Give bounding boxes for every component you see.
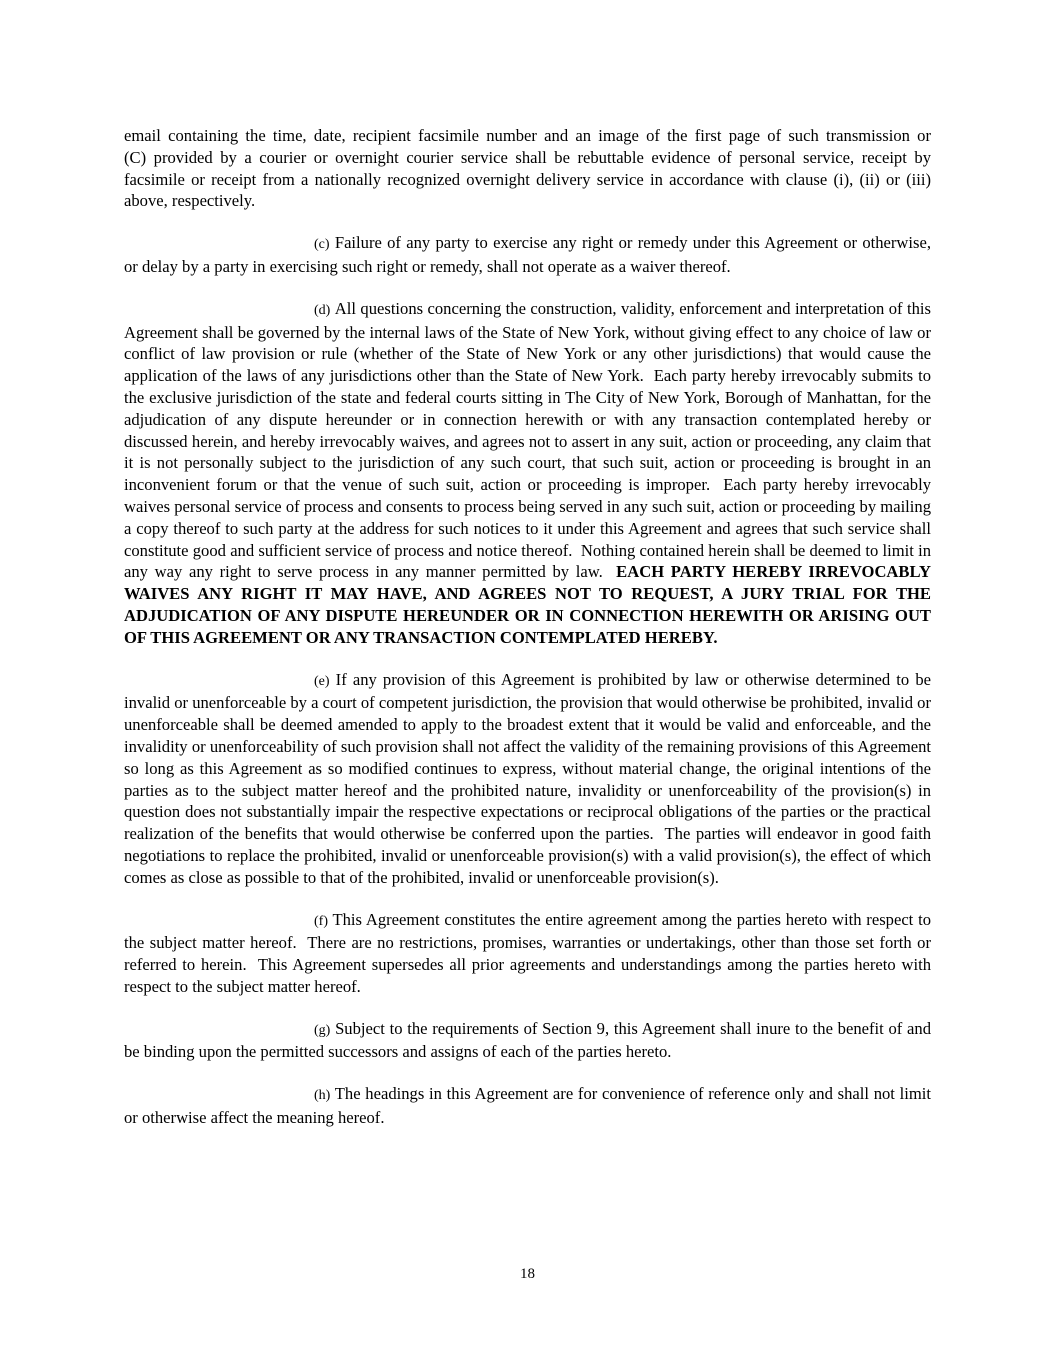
document-body [124,125,931,1149]
jury-waiver-clause: EACH PARTY HEREBY IRREVOCABLY WAIVES ANY RIGHT IT MAY HAVE, AND AGREES NOT TO REQUEST, A JURY TRIAL FOR THE ADJUDICATION OF ANY DISPUTE HEREUNDER OR IN CONNECTION HEREWITH OR ARISING OUT OF THIS AGREEMENT OR ANY TRANSACTION CONTEMPLATED HEREBY. [124,562,932,647]
section-h-paragraph [124,1083,931,1129]
continuation-text: email containing the time, date, recipient facsimile number and an image of the first page of such transmission or (C) provided by a courier or overnight courier service shall be rebuttable evidence of personal service, receipt by facsimile or receipt from a nationally recognized overnight delivery service in accordance with clause (i), (ii) or (iii) above, respectively. [124,126,931,211]
section-d-marker: (d) [314,302,331,318]
section-e-text: If any provision of this Agreement is prohibited by law or otherwise determined to be invalid or unenforceable by a court of competent jurisdiction, the provision that would otherwise be prohibited, invalid or unenforceable shall be deemed amended to apply to the broadest extent that it would be valid and enforceable, and the invalidity or unenforceability of such provision shall not affect the validity of the remaining provisions of this Agreement so long as this Agreement as so modified continues to express, without material change, the original intentions of the parties as to the subject matter hereof and the prohibited nature, invalidity or unenforceability of the provision(s) in question does not substantially impair the respective expectations or reciprocal obligations of the parties or the practical realization of the benefits that would otherwise be conferred upon the parties. The parties will endeavor in good faith negotiations to replace the prohibited, invalid or unenforceable provision(s) with a valid provision(s), the effect of which comes as close as possible to that of the prohibited, invalid or unenforceable provision(s). [124,669,931,887]
continuation-paragraph [124,125,931,212]
section-f-text: This Agreement constitutes the entire agreement among the parties hereto with respect to the subject matter hereof. There are no restrictions, promises, warranties or undertakings, other than those set forth or referred to herein. This Agreement supersedes all prior agreements and understandings among the parties hereto with respect to the subject matter hereof. [124,909,931,996]
section-g-marker: (g) [314,1022,331,1038]
section-f-paragraph [124,909,931,998]
section-e-paragraph [124,669,931,889]
section-c-paragraph [124,232,931,278]
section-f-marker: (f) [314,913,328,929]
section-h-text: The headings in this Agreement are for convenience of reference only and shall not limit or otherwise affect the meaning hereof. [124,1084,931,1128]
section-d-text: All questions concerning the construction, validity, enforcement and interpretation of this Agreement shall be governed by the internal laws of the State of New York, without giving effect to any choice of law or conflict of law provision or rule (whether of the State of New York or any other jurisdictions) that would cause the application of the laws of any jurisdictions other than the State of New York. Each party hereby irrevocably submits to the exclusive jurisdiction of the state and federal courts sitting in The City of New York, Borough of Manhattan, for the adjudication of any dispute hereunder or in connection herewith or with any transaction contemplated hereby or discussed herein, and hereby irrevocably waives, and agrees not to assert in any suit, action or proceeding, any claim that it is not personally subject to the jurisdiction of any such court, that such suit, action or proceeding is brought in an inconvenient forum or that the venue of such suit, action or proceeding is improper. Each party hereby irrevocably waives personal service of process and consents to process being served in any such suit, action or proceeding by mailing a copy thereof to such party at the address for such notices to it under this Agreement and agrees that such service shall constitute good and sufficient service of process and notice thereof. Nothing contained herein shall be deemed to limit in any way any right to serve process in any manner permitted by law. [124,298,931,582]
section-d-paragraph [124,298,931,649]
section-c-marker: (c) [314,237,330,253]
page-number: 18 [520,1266,535,1282]
section-c-text: Failure of any party to exercise any right or remedy under this Agreement or otherwise, or delay by a party in exercising such right or remedy, shall not operate as a waiver thereof. [124,233,931,276]
section-g-paragraph [124,1018,931,1064]
section-h-marker: (h) [314,1088,331,1104]
section-g-text: Subject to the requirements of Section 9, this Agreement shall inure to the benefit of and be binding upon the permitted successors and assigns of each of the parties hereto. [124,1018,931,1062]
section-e-marker: (e) [314,673,330,689]
